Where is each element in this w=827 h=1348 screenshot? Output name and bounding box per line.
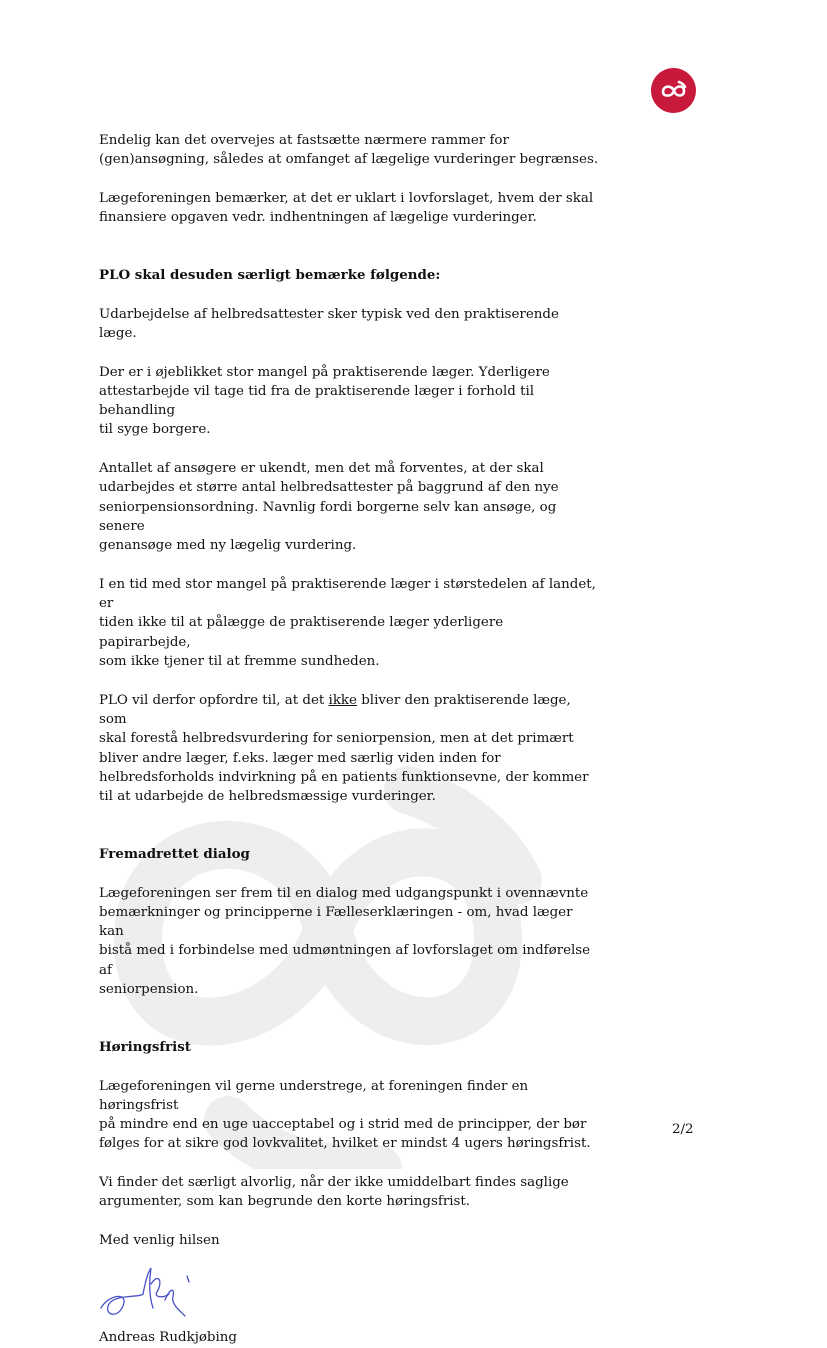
page-number: 2/2 (672, 1122, 694, 1137)
section-heading: PLO skal desuden særligt bemærke følgende: (99, 267, 441, 284)
paragraph: Vi finder det særligt alvorlig, når der ikke umiddelbart findes saglige argumenter, som kan begrunde den korte høringsfrist. (99, 1175, 569, 1210)
dialog-section (99, 826, 599, 1000)
section-text: Lægeforeningen vil gerne understrege, at foreningen finder en høringsfrist på mindre end en uge uacceptabel og i strid med de principper, der bør følges for at sikre god lovkvalitet, hvilket er mindst 4 ugers høringsfrist. (99, 1078, 591, 1152)
underlined-word: ikke (328, 692, 357, 708)
paragraph: Antallet af ansøgere er ukendt, men det må forventes, at der skal udarbejdes et større antal helbredsattester på baggrund af den nye seniorpensionsordning. Navnlig fordi borgerne selv kan ansøge, og senere genansøge med ny lægelig vurdering. (99, 461, 559, 554)
text-segment: bliver den praktiserende læge, som skal forestå helbredsvurdering for seniorpension, men at det primært bliver andre læger, f.eks. læger med særlig viden inden for helbredsforholds indvirkning på en patients funktionsevne, der kommer til at udarbejde de helbredsmæssige vurderinger. (99, 692, 589, 805)
greeting: Med venlig hilsen (99, 1232, 220, 1248)
organization-logo-icon (651, 68, 696, 113)
paragraph: Endelig kan det overvejes at fastsætte nærmere rammer for (gen)ansøgning, således at omfanget af lægelige vurderinger begrænses. (99, 133, 599, 168)
section-text: Lægeforeningen ser frem til en dialog med udgangspunkt i ovennævnte bemærkninger og principperne i Fælleserklæringen - om, hvad læger kan bistå med i forbindelse med udmøntningen af lovforslaget om indførelse af seniorpension. (99, 885, 591, 998)
section-heading: Fremadrettet dialog (99, 845, 250, 862)
plo-section (99, 247, 599, 343)
letter-body (99, 131, 599, 1348)
signer-name: Andreas Rudkjøbing (99, 1330, 237, 1346)
paragraph: I en tid med stor mangel på praktiserende læger i størstedelen af landet, er tiden ikke til at pålægge de praktiserende læger yderligere papirarbejde, som ikke tjener til at fremme sundheden. (99, 576, 596, 670)
paragraph: Der er i øjeblikket stor mangel på praktiserende læger. Yderligere attestarbejde vil tage tid fra de praktiserende læger i forhold til behandling til syge borgere. (99, 364, 550, 438)
text-segment: PLO vil derfor opfordre til, at det (99, 692, 329, 708)
section-intro: Udarbejdelse af helbredsattester sker typisk ved den praktiserende læge. (99, 306, 559, 341)
deadline-section (99, 1019, 599, 1154)
paragraph: Lægeforeningen bemærker, at det er uklart i lovforslaget, hvem der skal finansiere opgaven vedr. indhentningen af lægelige vurderinger. (99, 190, 594, 226)
closing (99, 1231, 599, 1348)
section-heading: Høringsfrist (99, 1038, 191, 1055)
paragraph (99, 691, 599, 807)
signature-image (99, 1264, 195, 1326)
